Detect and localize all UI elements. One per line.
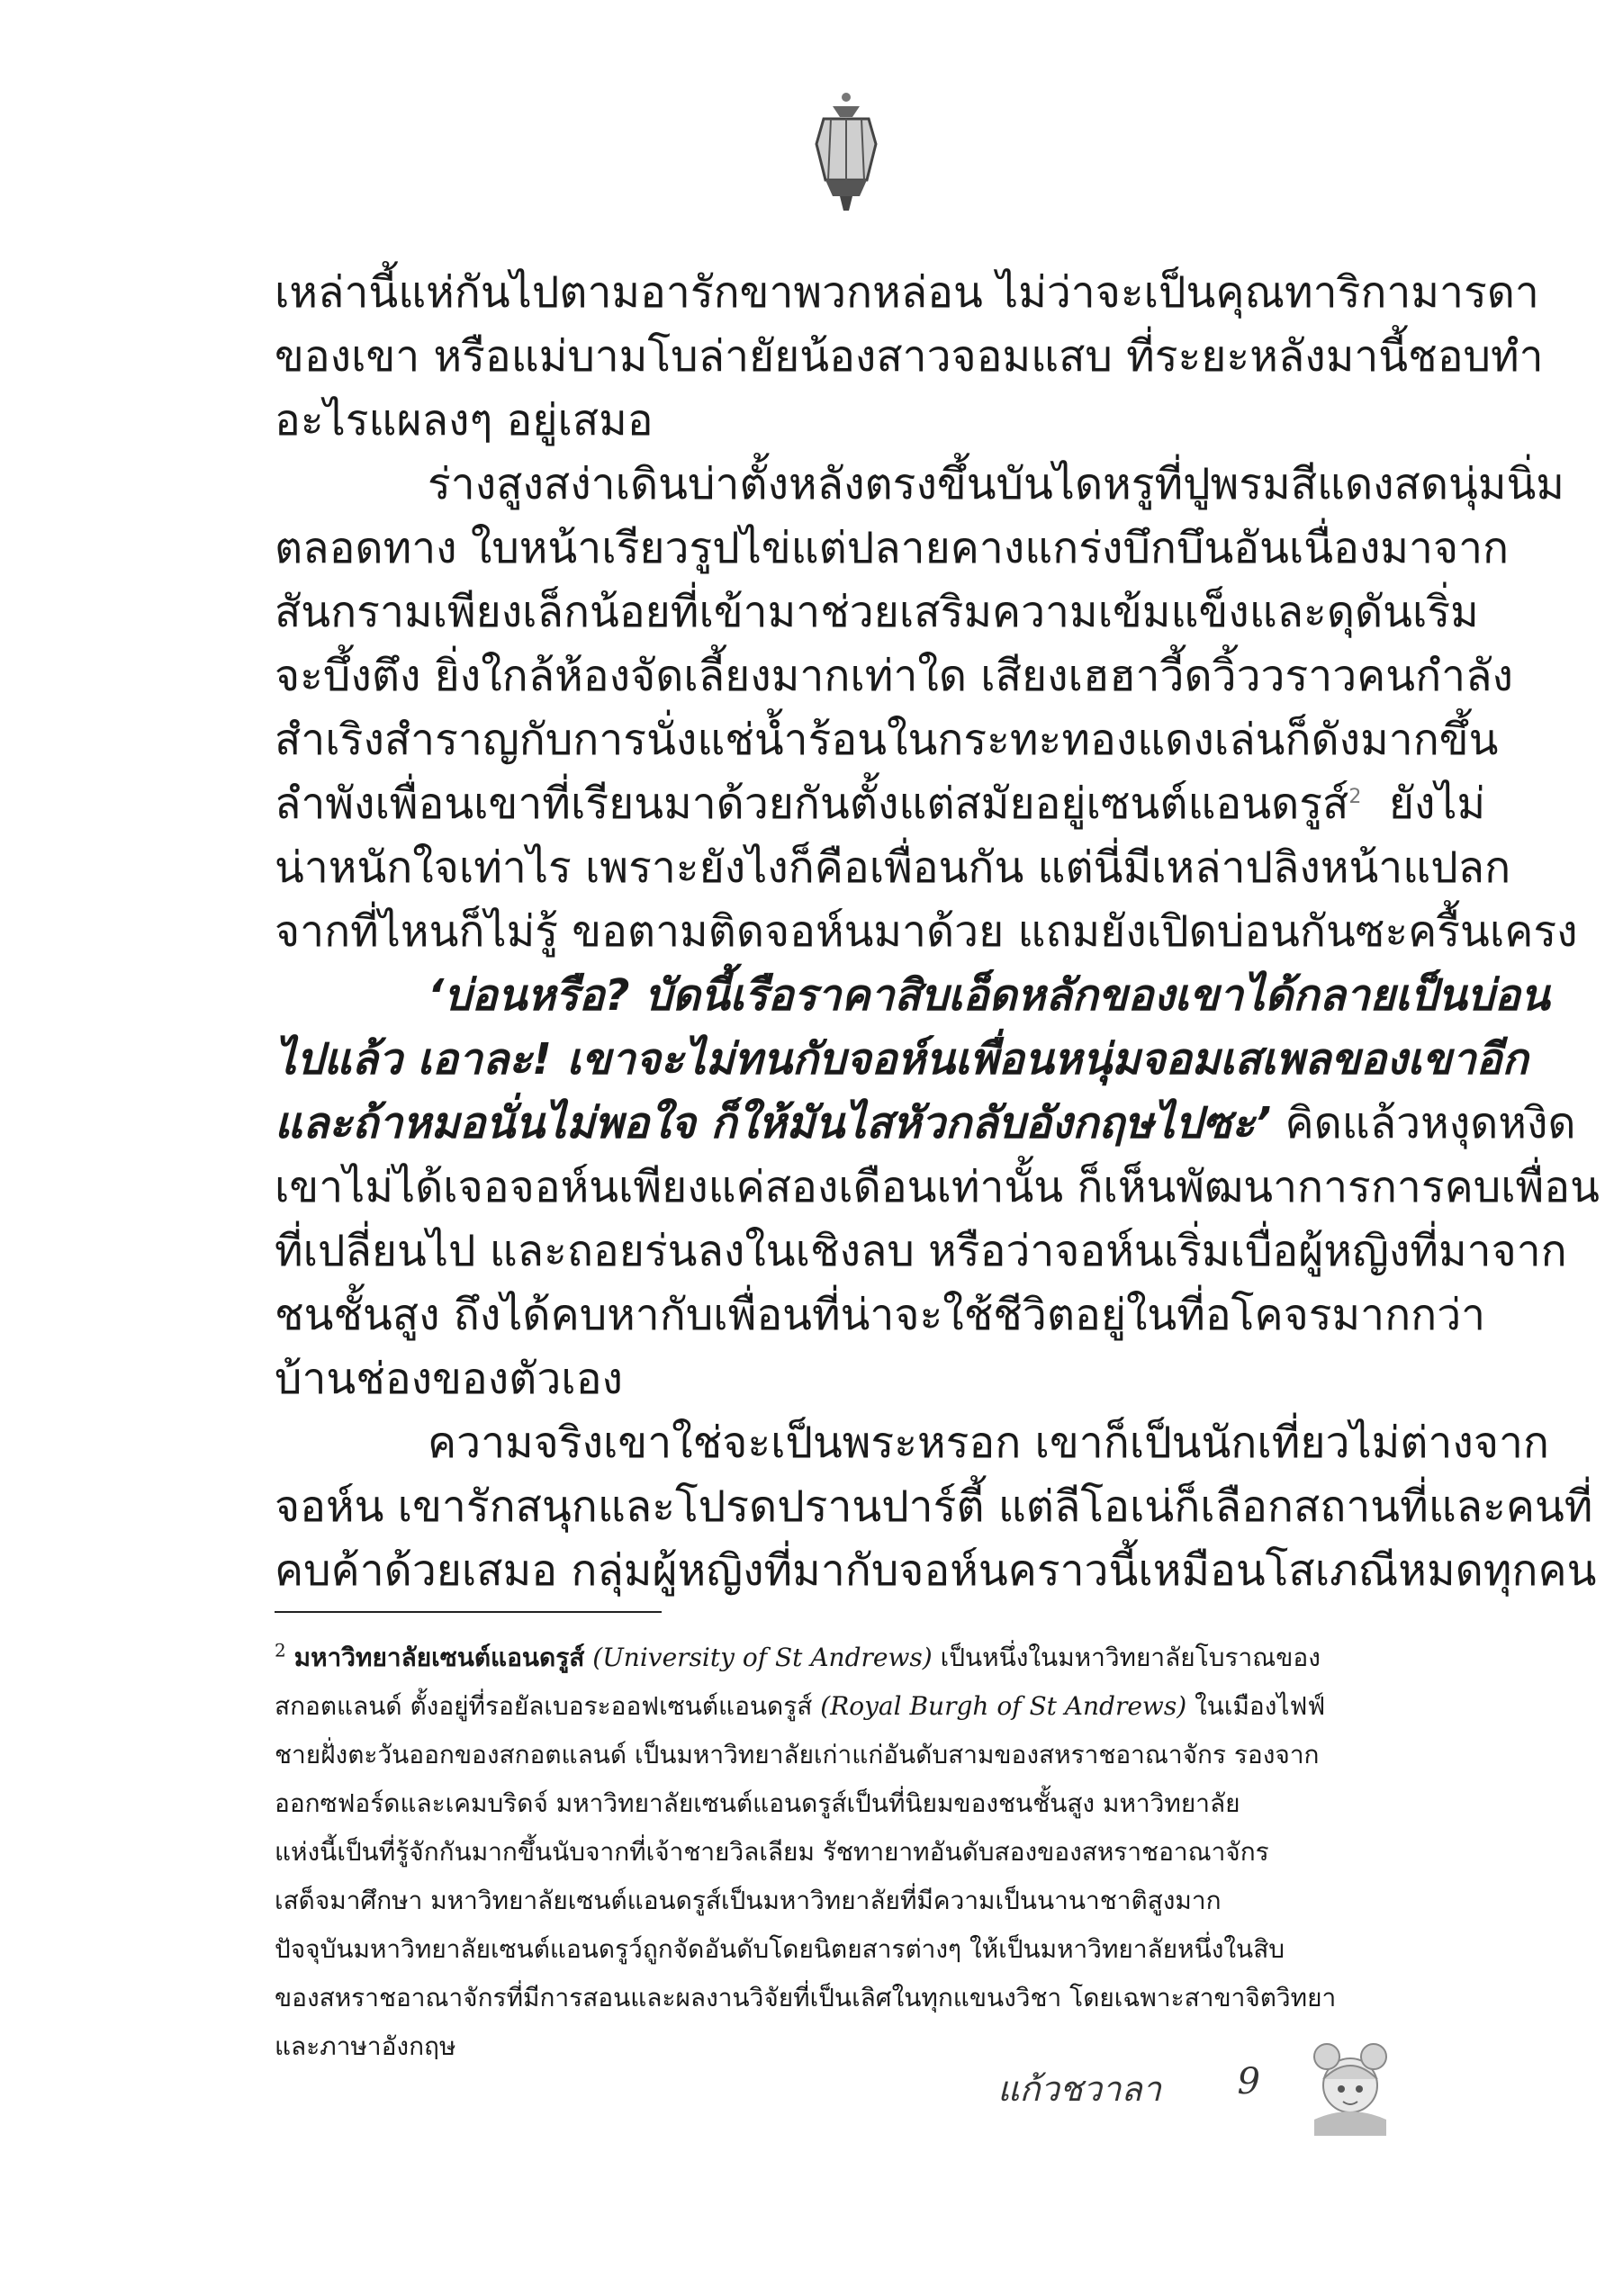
- text-line: ร่างสูงสง่าเดินบ่าตั้งหลังตรงขึ้นบันไดหรูที่ปูพรมสีแดงสดนุ่มนิ่ม: [428, 459, 1564, 509]
- footnote-reference: 2: [1348, 786, 1362, 808]
- footnote-line: เสด็จมาศึกษา มหาวิทยาลัยเซนต์แอนดรูส์เป็นมหาวิทยาลัยที่มีความเป็นนานาชาติสูงมาก: [275, 1886, 1222, 1915]
- text-line: คบค้าด้วยเสมอ กลุ่มผู้หญิงที่มากับจอห์นคราวนี้เหมือนโสเภณีหมดทุกคน: [275, 1545, 1597, 1596]
- footnote-title-en: (University of St Andrews): [592, 1643, 933, 1672]
- footnote-mark: 2: [275, 1639, 286, 1661]
- mascot-illustration-icon: [1296, 2030, 1404, 2138]
- emphasized-line: ไปแล้ว เอาละ! เขาจะไม่ทนกับจอห์นเพื่อนหนุ่มจอมเสเพลของเขาอีก: [275, 1034, 1528, 1085]
- footnote-divider: [275, 1611, 662, 1613]
- text-segment: ลำพังเพื่อนเขาที่เรียนมาด้วยกันตั้งแต่สมัยอยู่เซนต์แอนดรูส์: [275, 779, 1349, 829]
- page-footer: [990, 2061, 1260, 2115]
- body-text: [275, 261, 1600, 1603]
- footnote-line: ชายฝั่งตะวันออกของสกอตแลนด์ เป็นมหาวิทยาลัยเก่าแก่อันดับสามของสหราชอาณาจักร รองจาก: [275, 1740, 1320, 1769]
- footnote-line: และภาษาอังกฤษ: [275, 2031, 456, 2061]
- text-line: อะไรแผลงๆ อยู่เสมอ: [275, 395, 654, 446]
- footnote-line: แห่งนี้เป็นที่รู้จักกันมากขึ้นนับจากที่เจ้าชายวิลเลียม รัชทายาทอันดับสองของสหราชอาณาจักร: [275, 1837, 1269, 1867]
- emphasized-segment: และถ้าหมอนั่นไม่พอใจ ก็ให้มันไสหัวกลับอังกฤษไปซะ’: [275, 1098, 1272, 1148]
- footnote: [275, 1634, 1391, 2071]
- book-title: แก้วชวาลา: [997, 2069, 1161, 2109]
- footnote-text: สกอตแลนด์ ตั้งอยู่ที่รอยัลเบอระออฟเซนต์แอนดรูส์: [275, 1691, 813, 1721]
- text-line: เขาไม่ได้เจอจอห์นเพียงแค่สองเดือนเท่านั้น ก็เห็นพัฒนาการการคบเพื่อน: [275, 1162, 1600, 1212]
- footnote-title: มหาวิทยาลัยเซนต์แอนดรูส์: [293, 1643, 585, 1672]
- page-number: 9: [1237, 2061, 1260, 2102]
- text-segment: ยังไม่: [1388, 779, 1486, 829]
- text-line: จอห์น เขารักสนุกและโปรดปรานปาร์ตี้ แต่ลีโอเน่ก็เลือกสถานที่และคนที่: [275, 1481, 1593, 1532]
- footnote-line: ปัจจุบันมหาวิทยาลัยเซนต์แอนดรูว์ถูกจัดอันดับโดยนิตยสารต่างๆ ให้เป็นมหาวิทยาลัยหนึ่งในสิบ: [275, 1934, 1285, 1964]
- footnote-line: [275, 1634, 1391, 1682]
- footnote-line: [275, 1682, 1391, 1731]
- text-line: จากที่ไหนก็ไม่รู้ ขอตามติดจอห์นมาด้วย แถมยังเปิดบ่อนกันซะครื้นเครง: [275, 906, 1578, 957]
- text-line: บ้านช่องของตัวเอง: [275, 1354, 623, 1404]
- emphasized-line: ‘บ่อนหรือ? บัดนี้เรือราคาสิบเอ็ดหลักของเขาได้กลายเป็นบ่อน: [428, 970, 1550, 1021]
- text-line: เหล่านี้แห่กันไปตามอารักขาพวกหล่อน ไม่ว่าจะเป็นคุณทาริกามารดา: [275, 267, 1539, 318]
- text-line-mixed: [275, 1092, 1576, 1156]
- text-line: สันกรามเพียงเล็กน้อยที่เข้ามาช่วยเสริมความเข้มแข็งและดุดันเริ่ม: [275, 587, 1479, 637]
- lantern-ornament-icon: [797, 90, 896, 216]
- text-line: ตลอดทาง ใบหน้าเรียวรูปไข่แต่ปลายคางแกร่งบึกบึนอันเนื่องมาจาก: [275, 523, 1510, 573]
- footnote-text: ในเมืองไฟฟ์: [1195, 1691, 1326, 1721]
- text-line: ที่เปลี่ยนไป และถอยร่นลงในเชิงลบ หรือว่าจอห์นเริ่มเบื่อผู้หญิงที่มาจาก: [275, 1226, 1567, 1276]
- footnote-text-en: (Royal Burgh of St Andrews): [820, 1691, 1187, 1721]
- text-line: จะบึ้งตึง ยิ่งใกล้ห้องจัดเลี้ยงมากเท่าใด เสียงเฮฮาวี้ดวิ้ววราวคนกำลัง: [275, 651, 1513, 701]
- text-line: ชนชั้นสูง ถึงได้คบหากับเพื่อนที่น่าจะใช้ชีวิตอยู่ในที่อโคจรมากกว่า: [275, 1290, 1486, 1340]
- text-line-with-footnote: [275, 772, 1486, 836]
- text-line: ของเขา หรือแม่บามโบล่ายัยน้องสาวจอมแสบ ที่ระยะหลังมานี้ชอบทำ: [275, 331, 1544, 382]
- text-line: ความจริงเขาใช่จะเป็นพระหรอก เขาก็เป็นนักเที่ยวไม่ต่างจาก: [428, 1418, 1549, 1468]
- text-segment: คิดแล้วหงุดหงิด: [1285, 1098, 1576, 1148]
- text-line: สำเริงสำราญกับการนั่งแช่น้ำร้อนในกระทะทองแดงเล่นก็ดังมากขึ้น: [275, 715, 1499, 765]
- text-line: น่าหนักใจเท่าไร เพราะยังไงก็คือเพื่อนกัน แต่นี่มีเหล่าปลิงหน้าแปลก: [275, 842, 1511, 893]
- footnote-line: ของสหราชอาณาจักรที่มีการสอนและผลงานวิจัยที่เป็นเลิศในทุกแขนงวิชา โดยเฉพาะสาขาจิตวิทยา: [275, 1983, 1337, 2012]
- footnote-text: เป็นหนึ่งในมหาวิทยาลัยโบราณของ: [940, 1643, 1321, 1672]
- footnote-line: ออกซฟอร์ดและเคมบริดจ์ มหาวิทยาลัยเซนต์แอนดรูส์เป็นที่นิยมของชนชั้นสูง มหาวิทยาลัย: [275, 1788, 1240, 1818]
